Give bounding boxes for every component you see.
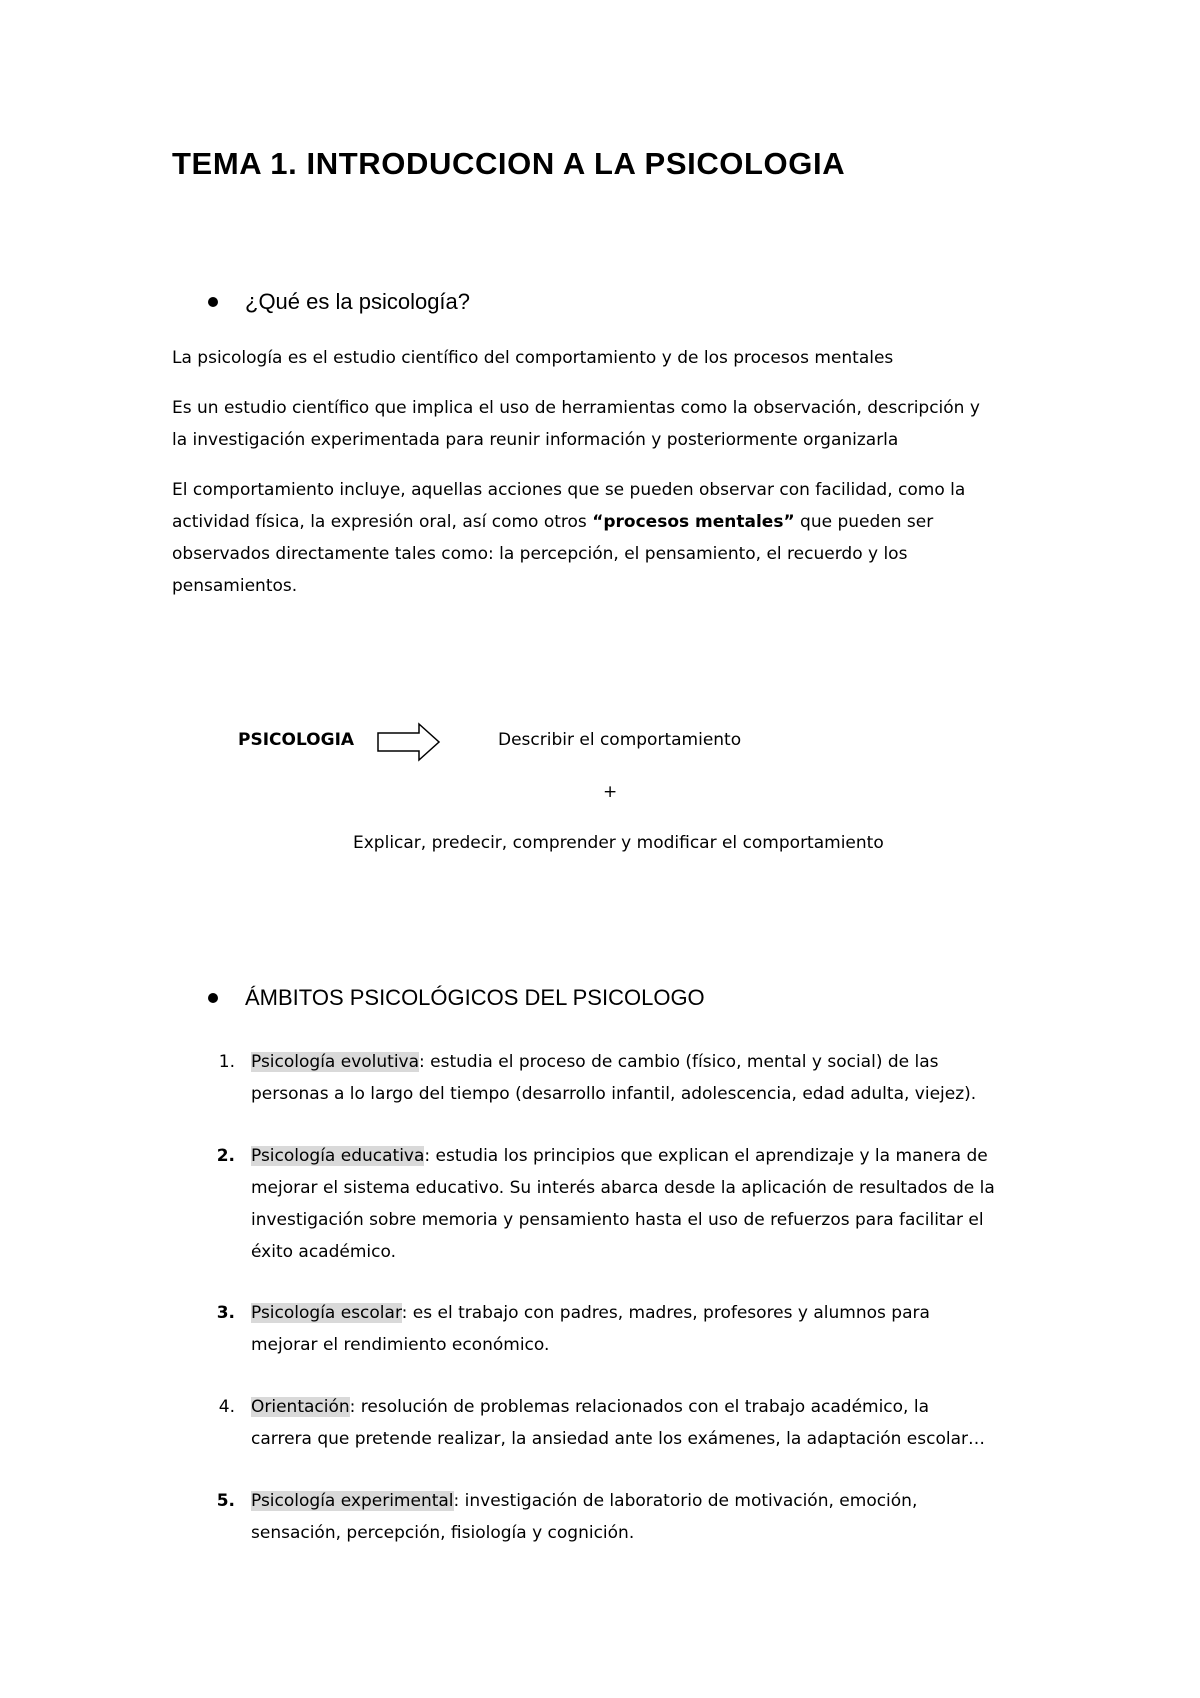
paragraph-behavior-line1: El comportamiento incluye, aquellas acciones que se pueden observar con facilidad, como la (172, 480, 966, 500)
diagram-plus-sign: + (603, 782, 618, 802)
highlighted-term: Psicología evolutiva (251, 1052, 420, 1072)
text-segment: : investigación de laboratorio de motivación, emoción, (453, 1491, 918, 1511)
list-item-evolutiva-line1 (251, 1046, 939, 1078)
text-segment: : resolución de problemas relacionados con el trabajo académico, la (349, 1397, 930, 1417)
list-item-educativa-line2: mejorar el sistema educativo. Su interés abarca desde la aplicación de resultados de la (251, 1178, 995, 1198)
list-number: 4. (218, 1397, 235, 1417)
list-item-escolar-line2: mejorar el rendimiento económico. (251, 1335, 550, 1355)
diagram-explain-label: Explicar, predecir, comprender y modificar el comportamiento (353, 833, 884, 853)
text-segment: que pueden ser (794, 512, 934, 532)
list-number: 3. (216, 1303, 235, 1323)
paragraph-behavior-line4: pensamientos. (172, 576, 298, 596)
highlighted-term: Orientación (251, 1397, 350, 1417)
paragraph-definition: La psicología es el estudio científico del comportamiento y de los procesos mentales (172, 348, 894, 368)
paragraph-scientific-study-line1: Es un estudio científico que implica el uso de herramientas como la observación, descripción y (172, 398, 980, 418)
paragraph-behavior-line3: observados directamente tales como: la percepción, el pensamiento, el recuerdo y los (172, 544, 908, 564)
document-title: TEMA 1. INTRODUCCION A LA PSICOLOGIA (172, 146, 846, 181)
list-item-experimental-line2: sensación, percepción, fisiología y cognición. (251, 1523, 635, 1543)
list-item-evolutiva-line2: personas a lo largo del tiempo (desarrollo infantil, adolescencia, edad adulta, viejez). (251, 1084, 977, 1104)
section-heading-what-is-psychology: ¿Qué es la psicología? (245, 289, 471, 314)
list-item-educativa-line4: éxito académico. (251, 1242, 396, 1262)
text-segment: actividad física, la expresión oral, así como otros (172, 512, 593, 532)
diagram-psicologia-label: PSICOLOGIA (238, 730, 355, 750)
list-item-experimental-line1 (251, 1485, 917, 1517)
highlighted-term: Psicología educativa (251, 1146, 425, 1166)
list-item-orientacion-line1 (251, 1391, 929, 1423)
list-number: 5. (216, 1491, 235, 1511)
paragraph-behavior-line2 (172, 506, 933, 538)
list-item-orientacion-line2: carrera que pretende realizar, la ansiedad ante los exámenes, la adaptación escolar… (251, 1429, 985, 1449)
highlighted-term: Psicología escolar (251, 1303, 402, 1323)
list-item-educativa-line3: investigación sobre memoria y pensamiento hasta el uso de refuerzos para facilitar el (251, 1210, 984, 1230)
diagram-describe-label: Describir el comportamiento (498, 730, 742, 750)
list-number: 2. (216, 1146, 235, 1166)
highlighted-term: Psicología experimental (251, 1491, 454, 1511)
list-item-escolar-line1 (251, 1297, 930, 1329)
list-item-educativa-line1 (251, 1140, 988, 1172)
right-arrow-icon (377, 722, 441, 762)
bold-term-mental-processes: “procesos mentales” (592, 512, 795, 532)
bullet-icon (208, 297, 218, 307)
list-number: 1. (218, 1052, 235, 1072)
text-segment: : es el trabajo con padres, madres, profesores y alumnos para (401, 1303, 930, 1323)
text-segment: : estudia los principios que explican el aprendizaje y la manera de (424, 1146, 988, 1166)
section-heading-fields: ÁMBITOS PSICOLÓGICOS DEL PSICOLOGO (245, 985, 705, 1010)
bullet-icon (208, 993, 218, 1003)
text-segment: : estudia el proceso de cambio (físico, mental y social) de las (419, 1052, 939, 1072)
paragraph-scientific-study-line2: la investigación experimentada para reunir información y posteriormente organizarla (172, 430, 899, 450)
